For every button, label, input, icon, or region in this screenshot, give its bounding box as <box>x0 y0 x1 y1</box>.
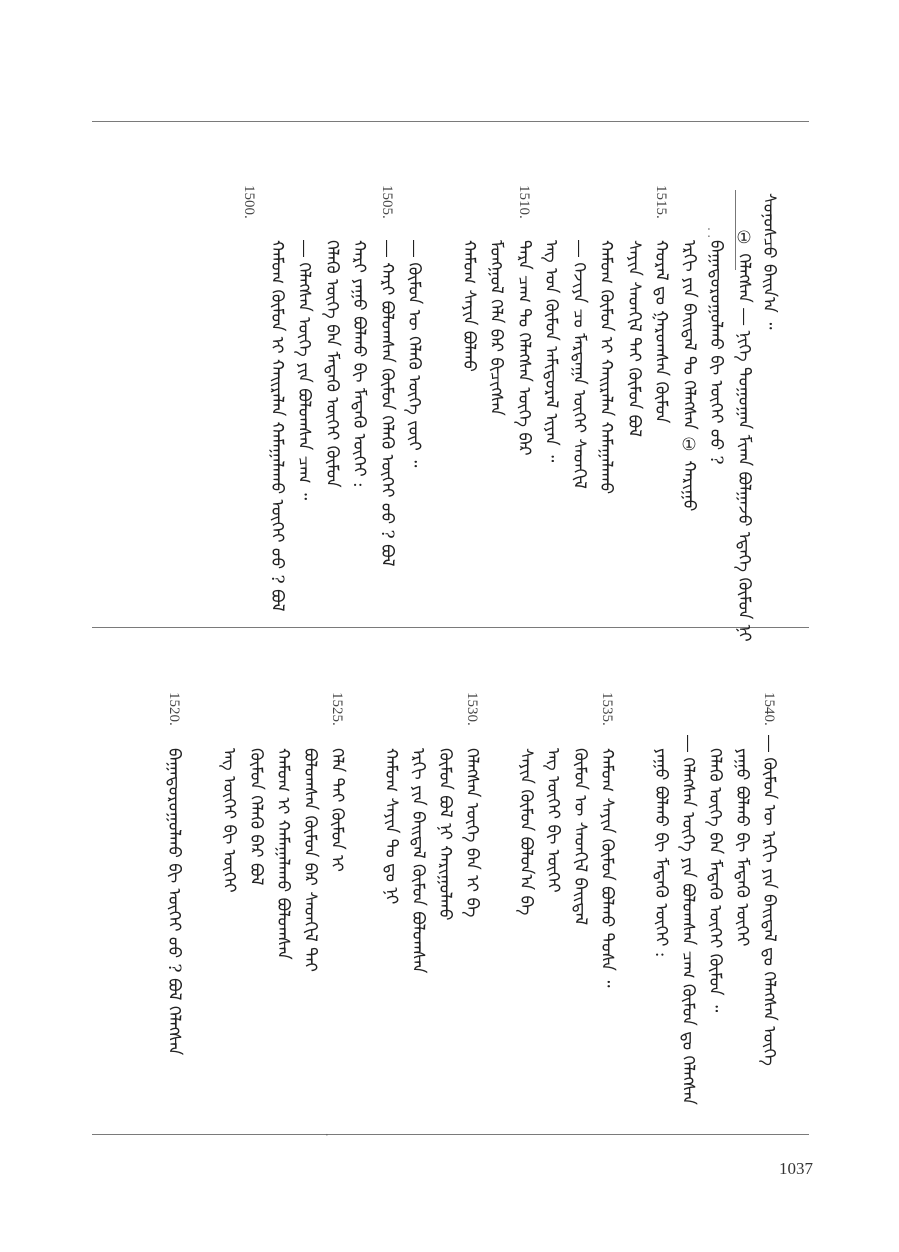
top-line-16: ᠬᠡᠯᠡᠬᠦ ᠦᠭᠡ ᠪᠠᠨ ᠮᠡᠳᠡᠬᠦ ᠦᠭᠡᠢ ᠬᠦᠮᠦᠨ <box>322 240 342 488</box>
bottom-line-2: ᠶᠠᠭᠤ ᠪᠣᠯᠬᠤ ᠪᠢ ᠮᠡᠳᠡᠬᠦ ᠦᠭᠡᠢ <box>732 748 752 947</box>
line-number-1510: 1510. <box>516 185 532 219</box>
top-line-1: ᠰᠣᠨᠣᠰᠴᠤ ᠪᠠᠢᠨ᠎ᠠ ᠃ <box>759 193 779 330</box>
bottom-line-8: ᠡᠩ ᠦᠭᠡᠢ ᠪᠢ ᠦᠭᠡᠢ <box>543 748 563 893</box>
bottom-line-14: ᠬᠡᠯᠡ ᠲᠡᠢ ᠬᠦᠮᠦᠨ ᠢ <box>327 748 347 872</box>
line-number-1500: 1500. <box>241 185 257 219</box>
footnote-marker: ⁚ <box>707 226 711 240</box>
scan-speck: · <box>325 1128 329 1142</box>
line-number-1540: 1540. <box>761 692 777 726</box>
line-number-1530: 1530. <box>464 692 480 726</box>
bottom-line-4: ― ᠬᠡᠯᠡᠭᠰᠡᠨ ᠦᠭᠡ ᠶᠢᠨ ᠪᠣᠯᠤᠭᠰᠠᠨ ᠴᠠᠭ ᠬᠦᠮᠦᠨ ᠳᠤ ᠬᠡᠯᠡᠭᠰᠡᠨ <box>678 735 698 1105</box>
top-line-14: ― ᠬᠠᠷᠢ ᠪᠣᠯᠤᠭᠰᠠᠨ ᠬᠦᠮᠦᠨ ᠬᠡᠯᠡᠬᠦ ᠦᠭᠡᠢ ᠤᠤ ? ᠪᠣᠯ <box>377 240 397 567</box>
line-number-1505: 1505. <box>379 185 395 219</box>
bottom-line-16: ᠬᠠᠮᠤᠭ ᠢ ᠬᠠᠮᠠᠭᠠᠯᠠᠬᠤ ᠪᠣᠯᠤᠭᠰᠠᠨ <box>273 748 293 960</box>
bottom-line-11: ᠬᠦᠮᠦᠨ ᠪᠣᠯ ᠨᠢ ᠬᠠᠷᠢᠭᠤᠯᠬᠤ <box>435 748 455 921</box>
line-number-1525: 1525. <box>329 692 345 726</box>
bottom-line-12: ᠡᠷᠬᠢ ᠶᠢᠨ ᠪᠠᠢᠳᠠᠯ ᠬᠦᠮᠦᠨ ᠪᠣᠯᠤᠭᠰᠠᠨ <box>408 748 428 974</box>
bottom-line-9: ᠰᠠᠶᠢᠨ ᠬᠦᠮᠦᠨ ᠪᠣᠯᠤᠨ᠎ᠠ ᠪᠠ <box>516 748 536 916</box>
bottom-line-18: ᠡᠩ ᠦᠭᠡᠢ ᠪᠢ ᠦᠭᠡᠢ <box>219 748 239 893</box>
bottom-line-5: ᠶᠠᠭᠤ ᠪᠣᠯᠬᠤ ᠪᠢ ᠮᠡᠳᠡᠬᠦ ᠦᠭᠡᠢ : <box>651 748 671 958</box>
top-line-9: ᠡᠩ ᠤᠨ ᠬᠦᠮᠦᠨ ᠠᠮᠢᠳᠤᠷᠠᠯ ᠢᠶᠠᠨ ᠃ <box>541 240 561 463</box>
top-line-6: ᠰᠠᠶᠢᠨ ᠰᠡᠳᠬᠢᠯ ᠲᠡᠢ ᠬᠦᠮᠦᠨ ᠪᠣᠯ <box>624 240 644 437</box>
top-line-13: ― ᠬᠦᠮᠦᠨ ᠦ ᠬᠡᠯᠡᠬᠦ ᠦᠭᠡ ᠵᠦᠢ ᠃ <box>404 240 424 468</box>
top-line-18: ᠬᠠᠮᠤᠭ ᠬᠦᠮᠦᠨ ᠢ ᠬᠠᠢᠷᠠᠯᠠᠨ ᠬᠠᠮᠠᠭᠠᠯᠠᠬᠤ ᠦᠭᠡᠢ ᠤᠤ ? ᠪᠣᠯ <box>267 240 287 612</box>
top-line-17: ― ᠬᠡᠯᠡᠭᠰᠡᠨ ᠦᠭᠡ ᠶᠢᠨ ᠪᠣᠯᠤᠭᠰᠠᠨ ᠴᠠᠭ ᠃ <box>294 240 314 501</box>
line-number-1535: 1535. <box>599 692 615 726</box>
bottom-line-3: ᠬᠡᠯᠡᠬᠦ ᠦᠭᠡ ᠪᠠᠨ ᠮᠡᠳᠡᠬᠦ ᠦᠭᠡᠢ ᠬᠦᠮᠦᠨ ᠃ <box>705 748 725 1013</box>
bottom-line-6: ᠬᠠᠮᠤᠭ ᠰᠠᠶᠢᠨ ᠬᠦᠮᠦᠨ ᠪᠣᠯᠬᠤ ᠲᠤᠰᠠ ᠃ <box>597 748 617 988</box>
page-number: 1037 <box>779 1159 813 1178</box>
bottom-rule <box>92 1134 809 1135</box>
top-line-4: ᠡᠷᠬᠢ ᠶᠢᠨ ᠪᠠᠢᠳᠠᠯ ᠲᠤ ᠬᠡᠯᠡᠭᠰᠡᠨ ① ᠬᠠᠷᠢᠭᠤ <box>679 240 699 512</box>
top-line-10: ᠲᠡᠷᠡ ᠴᠠᠭ ᠲᠤ ᠬᠡᠯᠡᠭᠰᠡᠨ ᠦᠭᠡ ᠪᠡᠷ <box>514 240 534 456</box>
bottom-line-15: ᠪᠣᠯᠤᠭᠰᠠᠨ ᠬᠦᠮᠦᠨ ᠪᠡᠷ ᠰᠡᠳᠬᠢᠯ ᠲᠡᠢ <box>300 748 320 972</box>
middle-rule <box>92 627 809 628</box>
top-line-15: ᠬᠠᠷᠢ ᠶᠠᠭᠤ ᠪᠣᠯᠬᠤ ᠪᠢ ᠮᠡᠳᠡᠬᠦ ᠦᠭᠡᠢ : <box>349 240 369 488</box>
top-line-3: ᠪᠠᠭᠠᠳᠤᠷᠤᠭᠤᠯᠬᠤ ᠪᠢ ᠦᠭᠡᠢ ᠤᠤ ? <box>706 240 726 465</box>
bottom-line-7: ᠬᠦᠮᠦᠨ ᠦ ᠰᠡᠳᠬᠢᠯ ᠪᠠᠢᠳᠠᠯ <box>570 748 590 926</box>
top-line-7: ᠬᠠᠮᠤᠭ ᠬᠦᠮᠦᠨ ᠢ ᠬᠠᠢᠷᠠᠯᠠᠨ ᠬᠠᠮᠠᠭᠠᠯᠠᠬᠤ <box>596 240 616 495</box>
bottom-line-13: ᠬᠠᠮᠤᠭ ᠰᠠᠶᠢᠨ ᠲᠤ ᠳᠤ ᠨᠢ <box>381 748 401 905</box>
top-line-11: ᠮᠣᠩᠭᠣᠯ ᠬᠡᠯᠡ ᠪᠡᠷ ᠪᠢᠴᠢᠭᠰᠡᠨ <box>486 240 506 416</box>
top-line-12: ᠬᠠᠮᠤᠭ ᠰᠠᠶᠢᠨ ᠪᠣᠯᠬᠤ <box>459 240 479 372</box>
top-line-2: ① ᠬᠡᠯᠡᠭᠰᠡᠨ ― ᠨᠢᠭᠡ ᠲᠣᠭᠣᠭᠠᠨ ᠮᠢᠬᠠ ᠪᠣᠯᠭᠠᠵᠤ ᠡᠳᠡᠭᠡ ᠬᠦᠮᠦᠨ ᠨᠢ <box>734 228 754 642</box>
top-line-5: ᠬᠤᠷᠠᠯ ᠳᠤ ᠭᠠᠷᠤᠭᠰᠠᠨ ᠬᠦᠮᠦᠨ <box>651 240 671 424</box>
bottom-line-10: ᠬᠡᠯᠡᠭᠰᠡᠨ ᠦᠭᠡ ᠪᠠᠨ ᠢ ᠪᠠ <box>462 748 482 918</box>
bottom-line-17: ᠬᠦᠮᠦᠨ ᠬᠡᠯᠡᠬᠦ ᠪᠡᠷ ᠪᠣᠯ <box>246 748 266 886</box>
line-number-1515: 1515. <box>653 185 669 219</box>
line-number-1520: 1520. <box>166 692 182 726</box>
bottom-line-19: ᠪᠠᠭᠠᠳᠤᠷᠤᠭᠤᠯᠬᠤ ᠪᠢ ᠦᠭᠡᠢ ᠤᠤ ? ᠪᠣᠯ ᠬᠡᠯᠡᠭᠰᠡᠨ <box>164 748 184 1056</box>
bottom-line-1: ― ᠬᠦᠮᠦᠨ ᠦ ᠡᠷᠬᠢ ᠶᠢᠨ ᠪᠠᠢᠳᠠᠯ ᠳᠤ ᠬᠡᠯᠡᠭᠰᠡᠨ ᠦᠭᠡ <box>759 735 779 1066</box>
top-line-8: ― ᠬᠡᠵᠢᠶᠡ ᠴᠤ ᠮᠠᠷᠲᠠᠭᠠ ᠦᠭᠡᠢ ᠰᠡᠳᠬᠢᠯ <box>569 240 589 489</box>
top-rule <box>92 121 809 122</box>
